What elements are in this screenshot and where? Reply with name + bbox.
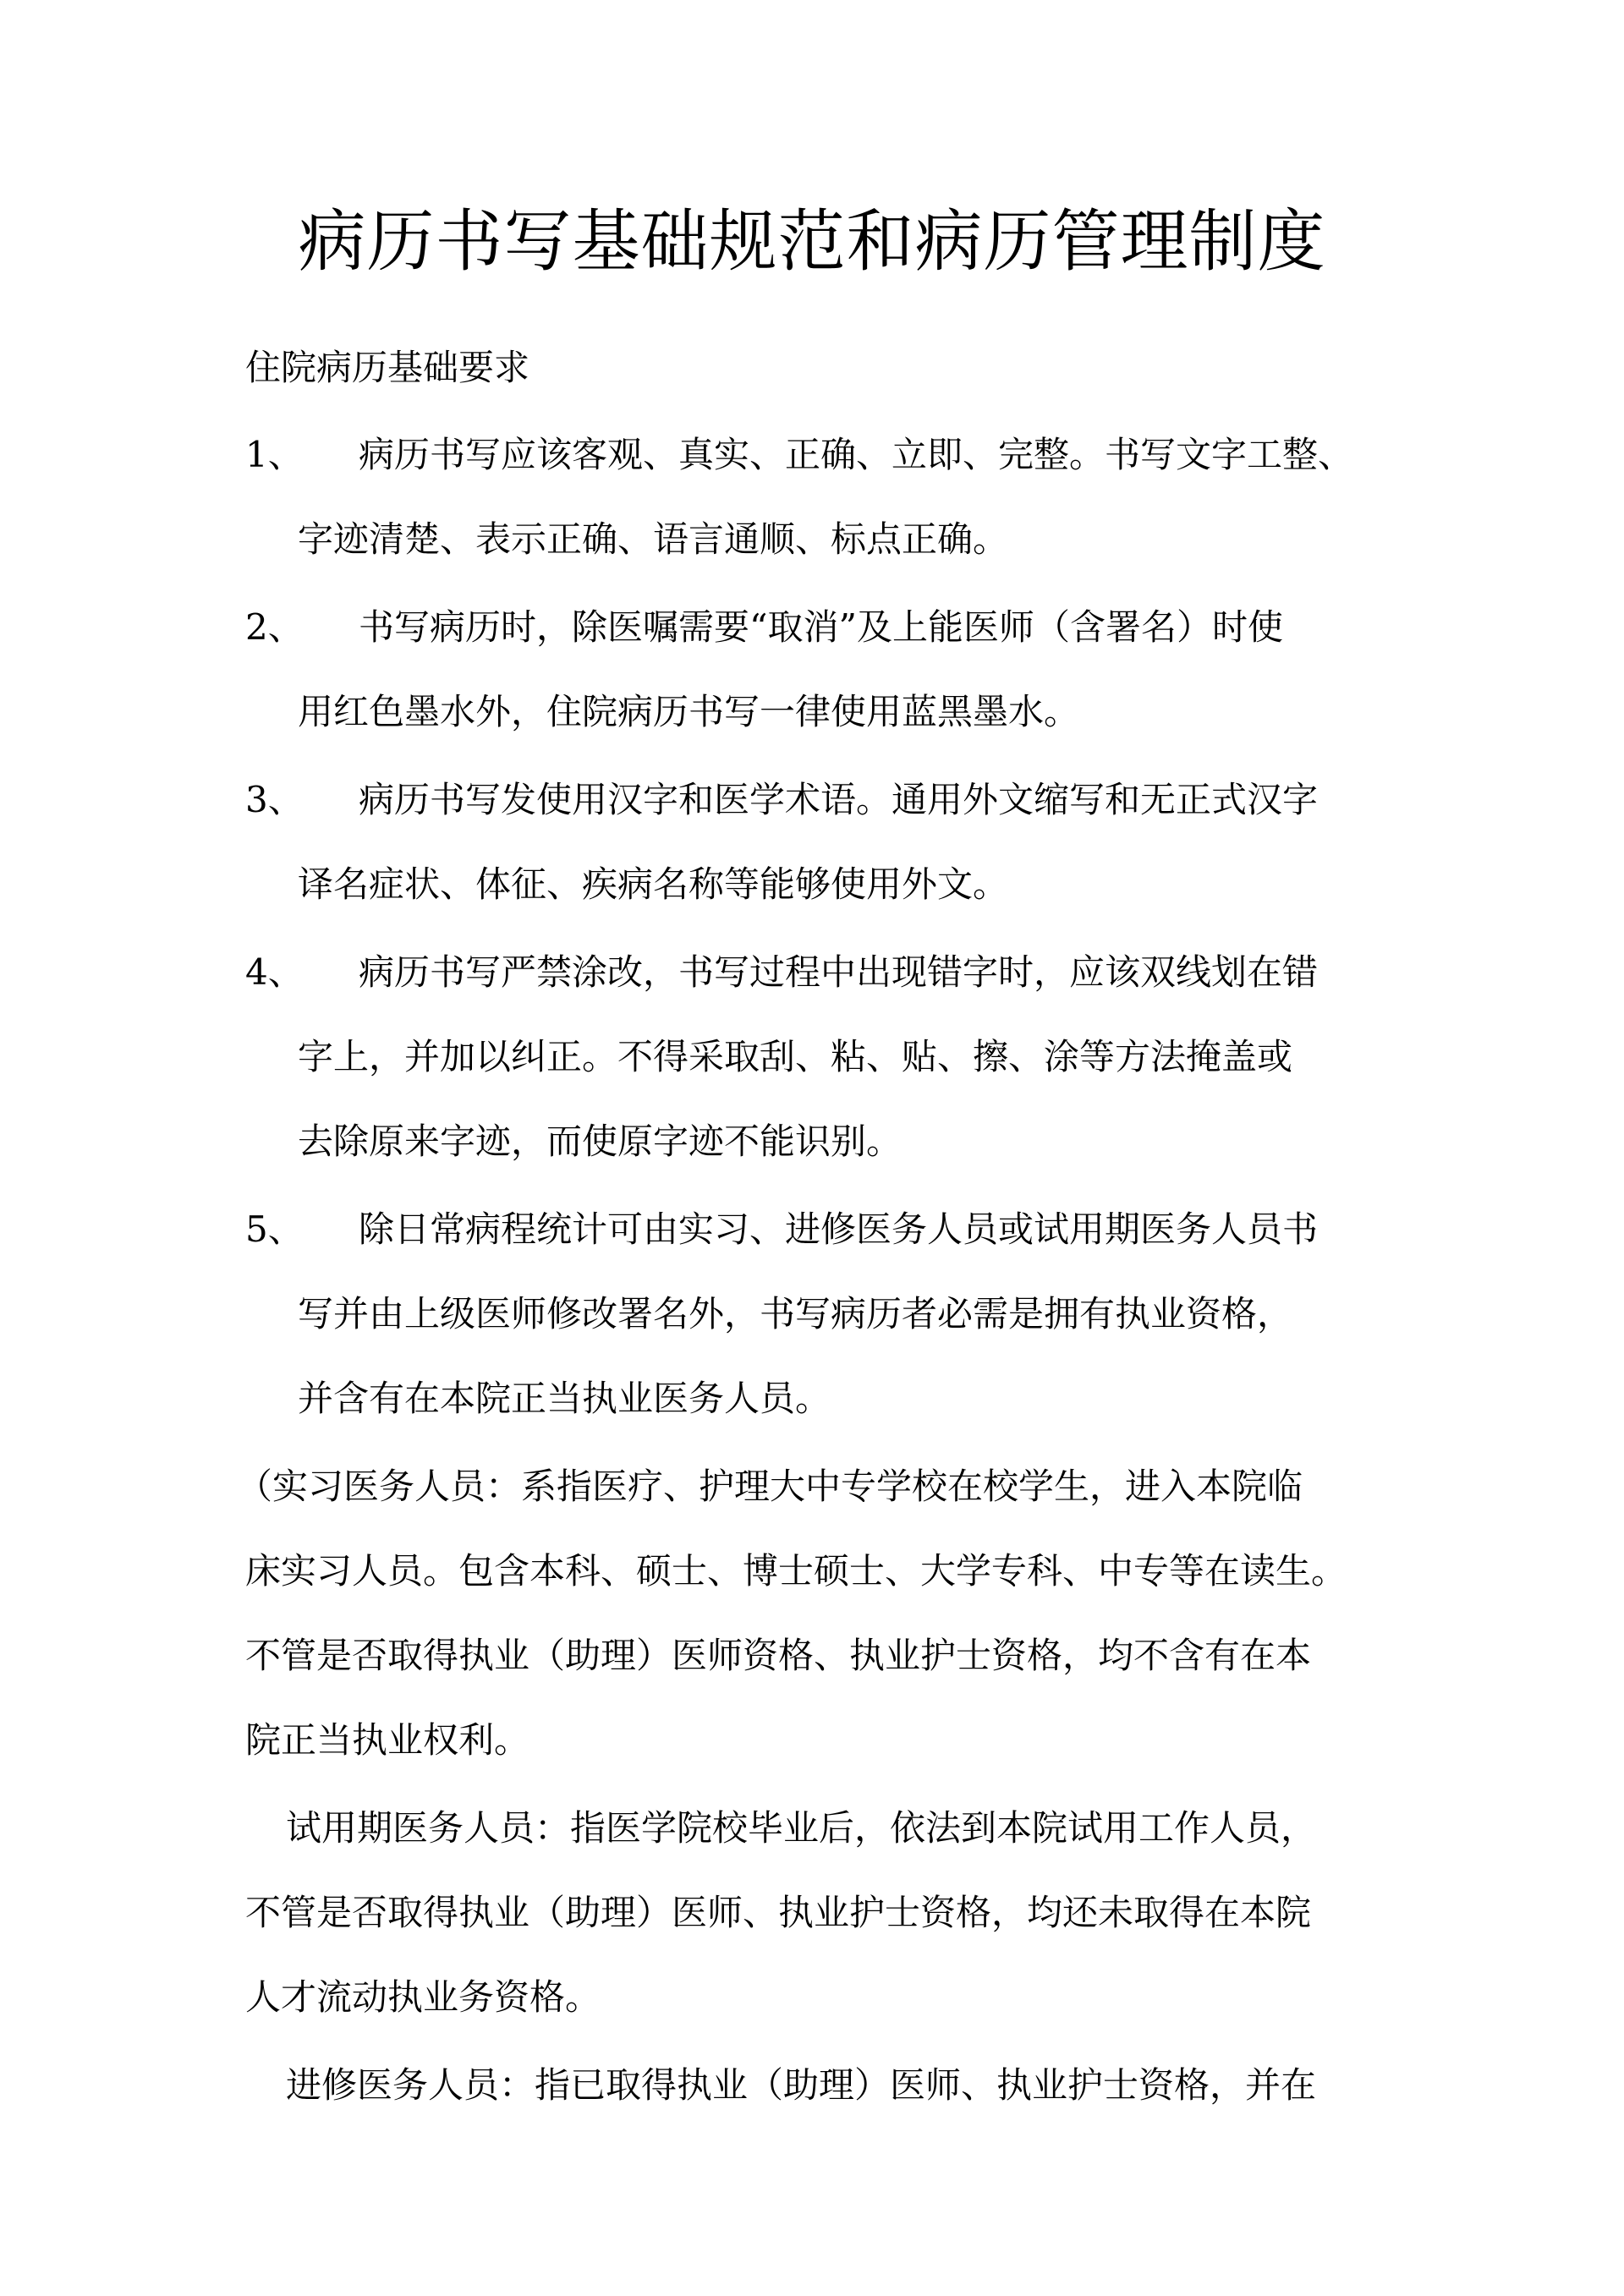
item-2-number: 2、 [245,606,304,648]
item-3-line-1: 病历书写发使用汉字和医学术语。通用外文缩写和无正式汉字 [359,779,1319,820]
item-5-number: 5、 [245,1208,304,1250]
item-1-line-1: 病历书写应该客观、真实、正确、立即、完整。书写文字工整、 [359,434,1354,475]
paragraph-3-line-1: 进修医务人员：指已取得执业（助理）医师、执业护士资格，并在 [286,2064,1317,2106]
paragraph-1-line-4: 院正当执业权利。 [245,1719,530,1761]
item-5-line-1: 除日常病程统计可由实习、进修医务人员或试用期医务人员书 [359,1208,1319,1250]
item-1-number: 1、 [245,434,304,475]
item-2-line-1: 书写病历时，除医嘱需要“取消”及上能医师（含署名）时使 [359,606,1283,648]
paragraph-1-line-3: 不管是否取得执业（助理）医师资格、执业护士资格，均不含有在本 [245,1635,1312,1676]
item-4-line-3: 去除原来字迹，而使原字迹不能识别。 [298,1121,903,1162]
item-4-line-2: 字上，并加以纠正。不得采取刮、粘、贴、擦、涂等方法掩盖或 [298,1036,1293,1077]
item-5-line-3: 并含有在本院正当执业医务人员。 [298,1378,831,1419]
paragraph-2-line-2: 不管是否取得执业（助理）医师、执业护士资格，均还未取得在本院 [245,1892,1312,1933]
section-subtitle: 住院病历基础要求 [245,347,530,388]
item-1-line-2: 字迹清楚、表示正确、语言通顺、标点正确。 [298,518,1009,560]
document-title: 病历书写基础规范和病历管理制度 [298,202,1326,281]
item-2-line-2: 用红色墨水外，住院病历书写一律使用蓝黑墨水。 [298,691,1080,732]
paragraph-2-line-1: 试用期医务人员：指医学院校毕业后，依法到本院试用工作人员， [286,1807,1317,1849]
item-3-line-2: 译名症状、体征、疾病名称等能够使用外文。 [298,863,1009,905]
item-4-line-1: 病历书写严禁涂改，书写过程中出现错字时，应该双线划在错 [359,951,1319,993]
item-5-line-2: 写并由上级医师修改署名外，书写病历者必需是拥有执业资格， [298,1293,1293,1334]
paragraph-1-line-2: 床实习人员。包含本科、硕士、博士硕士、大学专科、中专等在读生。 [245,1550,1347,1592]
item-4-number: 4、 [245,951,304,993]
paragraph-2-line-3: 人才流动执业务资格。 [245,1976,601,2018]
paragraph-1-line-1: （实习医务人员：系指医疗、护理大中专学校在校学生，进入本院临 [237,1466,1303,1507]
item-3-number: 3、 [245,779,304,820]
